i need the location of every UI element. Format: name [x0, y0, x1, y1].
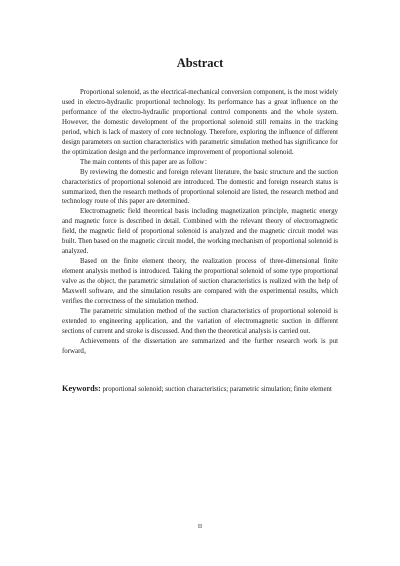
abstract-paragraph-6: The parametric simulation method of the suction characteristics of proportional solenoid is extended to engineering application, and the variation of electromagnetic suction in different sections of current and stroke is discussed. And then the theoretical analysis is carried out. [62, 307, 338, 335]
abstract-paragraph-1: Proportional solenoid, as the electrical-mechanical conversion component, is the most widely used in electro-hydraulic proportional technology. Its performance has a great influence on the performance of the electro-hydraulic proportional control components and the whole system. However, the domestic development of the proportional solenoid still remains in the tracking period, which is lack of mastery of core technology. Therefore, exploring the influence of different design parameters on suction characteristics with parametric simulation method has significance for the optimization design and the performance improvement of proportional solenoid. [62, 89, 338, 156]
keywords-section [62, 384, 338, 396]
abstract-paragraph-5: Based on the finite element theory, the realization process of three-dimensional finite element analysis method is introduced. Taking the proportional solenoid of some type proportional valve as the object, the parametric simulation of suction characteristics is realized with the help of Maxwell software, and the simulation results are compared with the experimental results, which verifies the correctness of the simulation method. [62, 258, 338, 306]
page-number: II [197, 523, 203, 530]
keywords-label: Keywords: [62, 383, 101, 393]
page-title: Abstract [176, 56, 224, 70]
abstract-body [62, 88, 338, 357]
keywords-text: proportional solenoid; suction characteristics; parametric simulation; finite element [102, 385, 332, 393]
abstract-paragraph-4: Electromagnetic field theoretical basis including magnetization principle, magnetic energy and magnetic force is described in detail. Combined with the relevant theory of electromagnetic field, the magnetic field of proportional solenoid is analyzed and the magnetic circuit model was built. Then based on the magnetic circuit model, the working mechanism of proportional solenoid is analyzed. [62, 208, 338, 256]
abstract-paragraph-7: Achievements of the dissertation are summarized and the further research work is put forward。 [62, 337, 338, 355]
abstract-paragraph-3: By reviewing the domestic and foreign relevant literature, the basic structure and the suction characteristics of proportional solenoid are introduced. The domestic and foreign research status is summarized, then the research methods of proportional solenoid are listed, the research method and technology route of this paper are determined. [62, 168, 338, 206]
abstract-paragraph-2: The main contents of this paper are as follow： [80, 158, 212, 166]
